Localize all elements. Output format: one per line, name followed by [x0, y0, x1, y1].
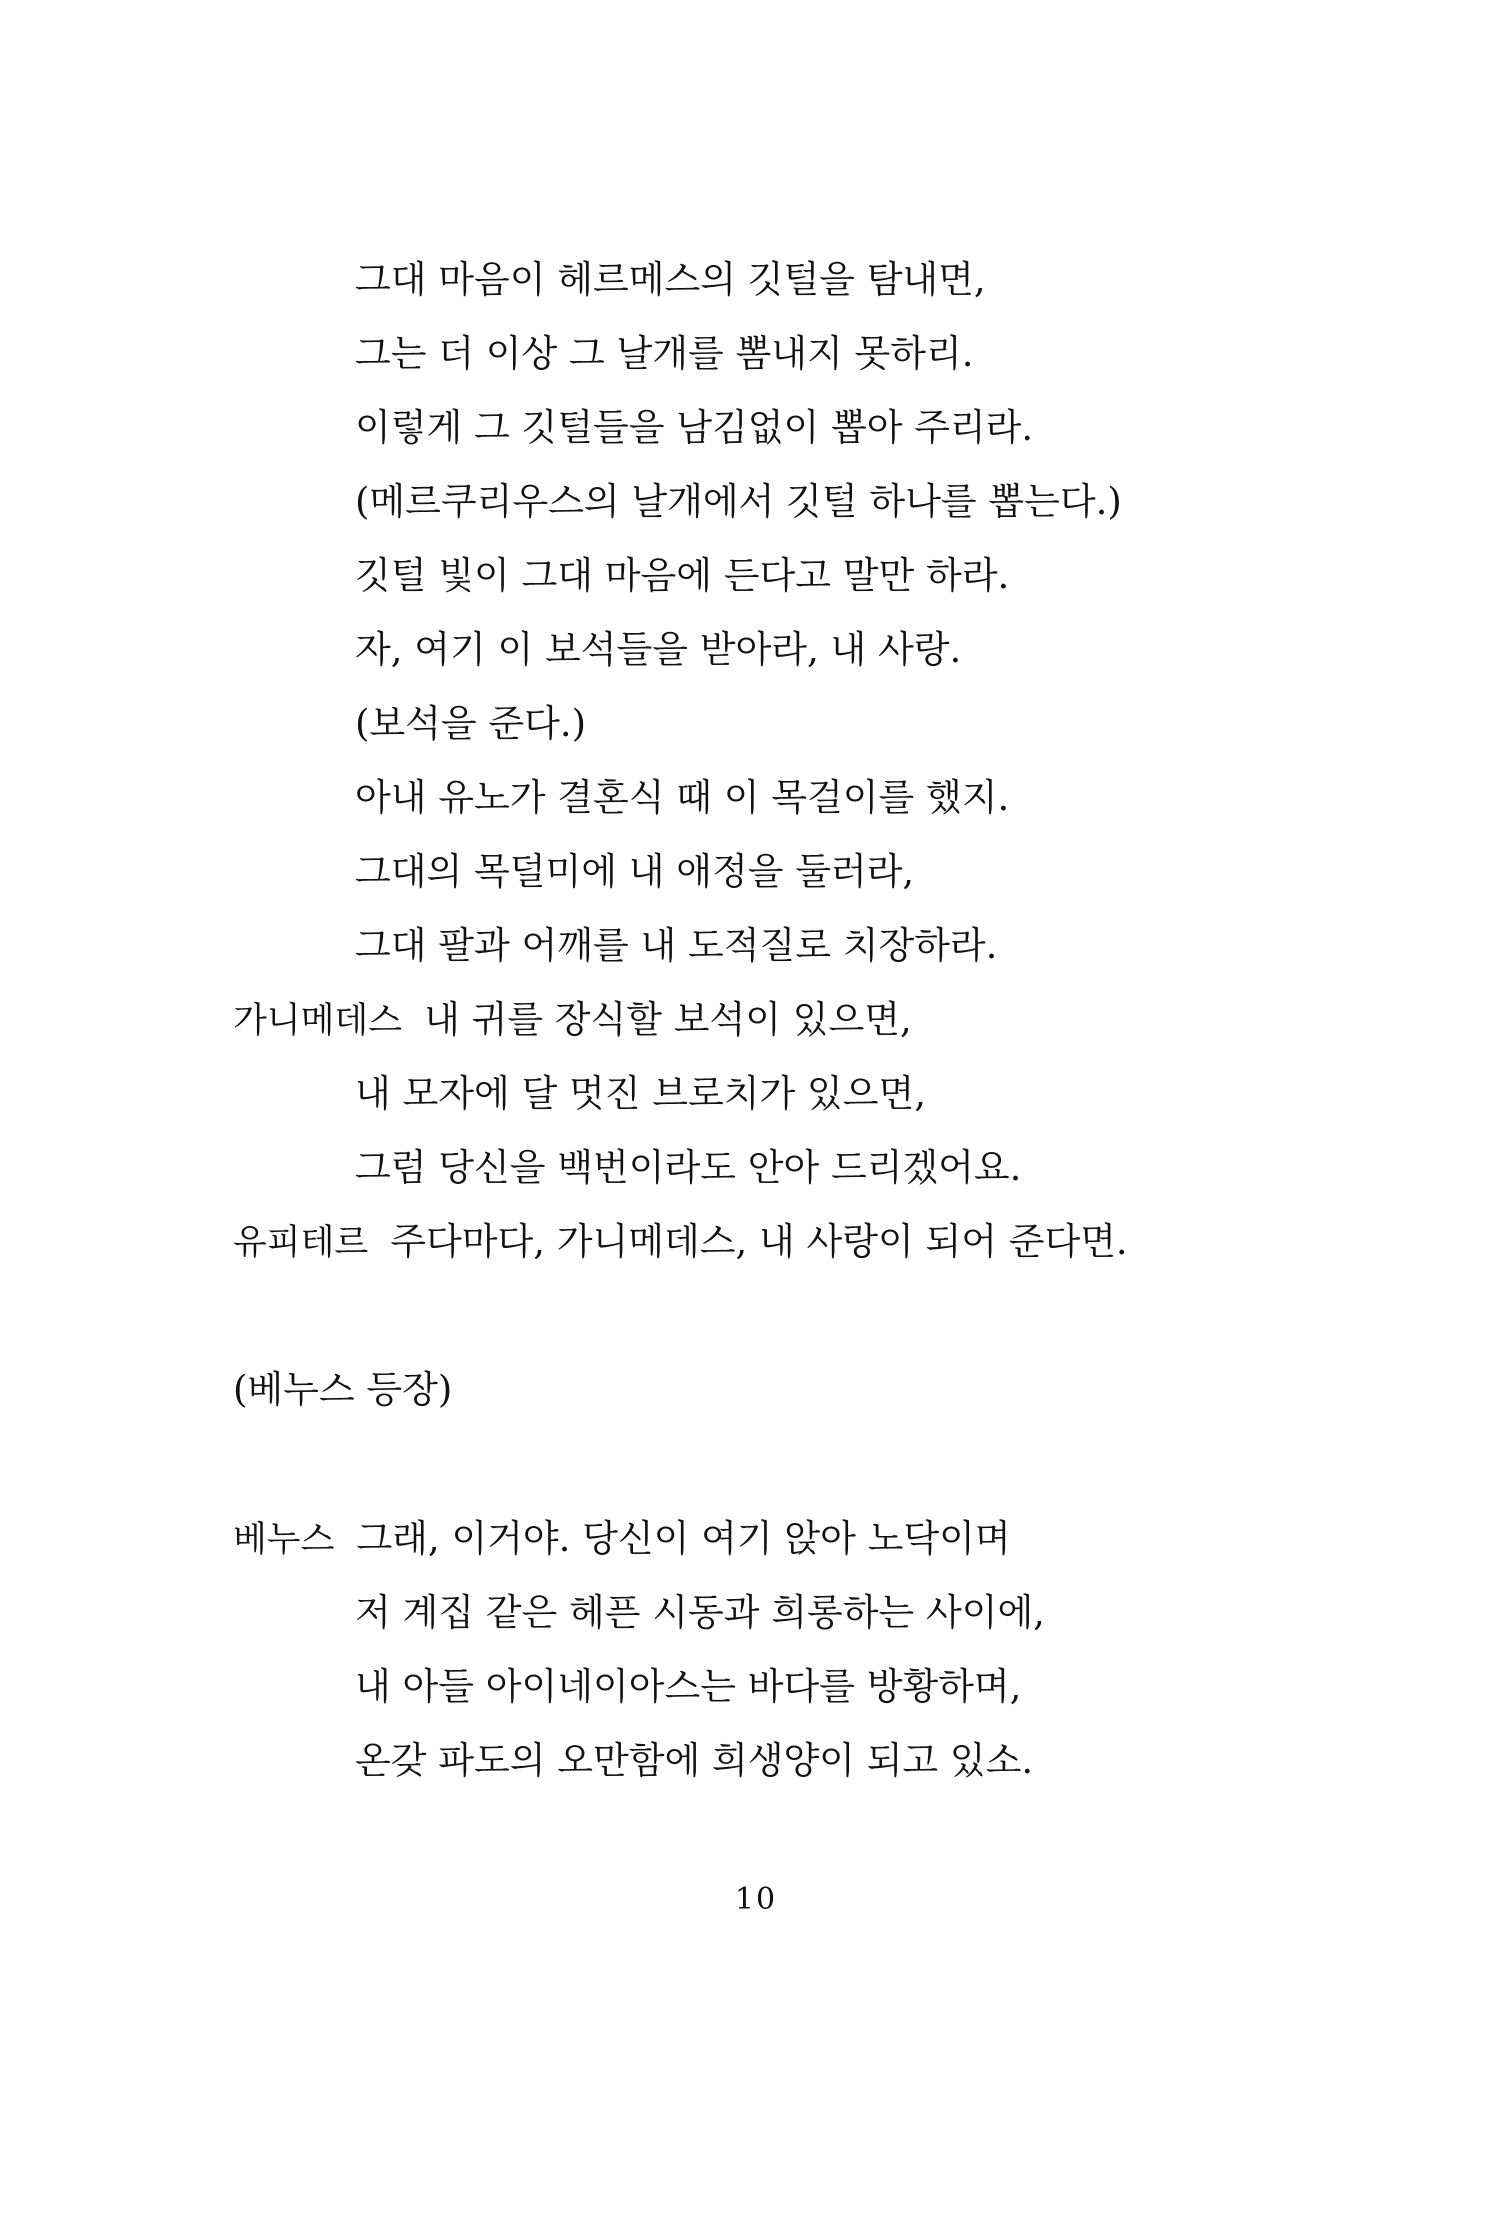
verse-line: 자, 여기 이 보석들을 받아라, 내 사랑.: [355, 628, 962, 671]
verse-text: 주다마다, 가니메데스, 내 사랑이 되어 준다면.: [390, 1220, 1128, 1263]
stage-direction: (메르쿠리우스의 날개에서 깃털 하나를 뽑는다.): [355, 480, 1122, 523]
dialogue-line: [233, 1515, 1011, 1564]
verse-text: 그래, 이거야. 당신이 여기 앉아 노닥이며: [356, 1517, 1011, 1560]
verse-line: 내 모자에 달 멋진 브로치가 있으면,: [355, 1072, 926, 1115]
page-number: 10: [734, 1882, 778, 1917]
verse-line: 저 계집 같은 헤픈 시동과 희롱하는 사이에,: [355, 1591, 1045, 1634]
verse-line: 그는 더 이상 그 날개를 뽐내지 못하리.: [355, 332, 974, 375]
verse-line: 그대 팔과 어깨를 내 도적질로 치장하라.: [355, 924, 998, 967]
stage-direction-entrance: (베누스 등장): [233, 1368, 453, 1411]
verse-line: 그대의 목덜미에 내 애정을 둘러라,: [355, 850, 915, 893]
verse-line: 온갖 파도의 오만함에 희생양이 되고 있소.: [355, 1739, 1034, 1782]
dialogue-line: [233, 1218, 1128, 1267]
verse-line: 이렇게 그 깃털들을 남김없이 뽑아 주리라.: [355, 406, 1034, 449]
verse-line: 그럼 당신을 백번이라도 안아 드리겠어요.: [355, 1146, 1022, 1189]
verse-line: 깃털 빛이 그대 마음에 든다고 말만 하라.: [355, 554, 1010, 597]
stage-direction: (보석을 준다.): [355, 702, 587, 745]
dialogue-line: [233, 996, 912, 1045]
verse-line: 내 아들 아이네이아스는 바다를 방황하며,: [355, 1665, 1022, 1708]
speaker-name: 유피테르: [233, 1223, 369, 1263]
verse-line: 아내 유노가 결혼식 때 이 목걸이를 했지.: [355, 776, 1010, 819]
speaker-name: 베누스: [233, 1520, 335, 1560]
verse-text: 내 귀를 장식할 보석이 있으면,: [424, 998, 912, 1041]
speaker-name: 가니메데스: [233, 1001, 403, 1041]
verse-line: 그대 마음이 헤르메스의 깃털을 탐내면,: [355, 258, 986, 301]
